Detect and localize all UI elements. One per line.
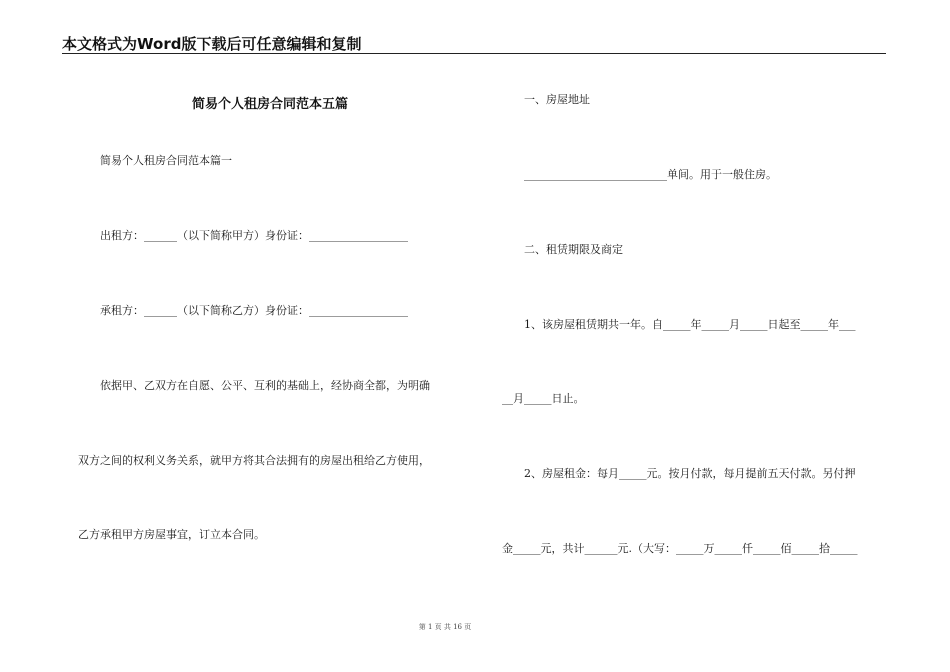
document-title: 简易个人租房合同范本五篇 xyxy=(191,97,348,112)
page-indicator: 第 1 页 共 16 页 xyxy=(418,623,472,631)
paragraph-line: 依据甲、乙双方在自愿、公平、互利的基础上，经协商全都，为明确 xyxy=(100,379,430,392)
paragraph-line: 乙方承租甲方房屋事宜，订立本合同。 xyxy=(78,528,265,541)
clause-heading: 二、租赁期限及商定 xyxy=(524,243,623,256)
clause-heading: 一、房屋地址 xyxy=(524,93,590,106)
document-banner: 本文格式为Word版下载后可任意编辑和复制 xyxy=(62,35,362,53)
paragraph-line: 双方之间的权利义务关系，就甲方将其合法拥有的房屋出租给乙方使用， xyxy=(78,454,430,467)
lessee-line: 承租方：______（以下简称乙方）身份证：__________________ xyxy=(100,304,408,317)
section-heading: 简易个人租房合同范本篇一 xyxy=(100,154,232,167)
banner-divider xyxy=(62,53,886,54)
rent-line: 金_____元，共计______元.（大写：_____万_____仟_____佰_____拾_____ xyxy=(502,542,858,555)
term-line: __月_____日止。 xyxy=(502,392,585,405)
address-line: __________________________单间。用于一般住房。 xyxy=(524,168,777,181)
lessor-line: 出租方：______（以下简称甲方）身份证：__________________ xyxy=(100,229,408,242)
term-line: 1、该房屋租赁期共一年。自_____年_____月_____日起至_____年___ xyxy=(524,318,856,331)
rent-line: 2、房屋租金：每月_____元。按月付款，每月提前五天付款。另付押 xyxy=(524,467,856,480)
